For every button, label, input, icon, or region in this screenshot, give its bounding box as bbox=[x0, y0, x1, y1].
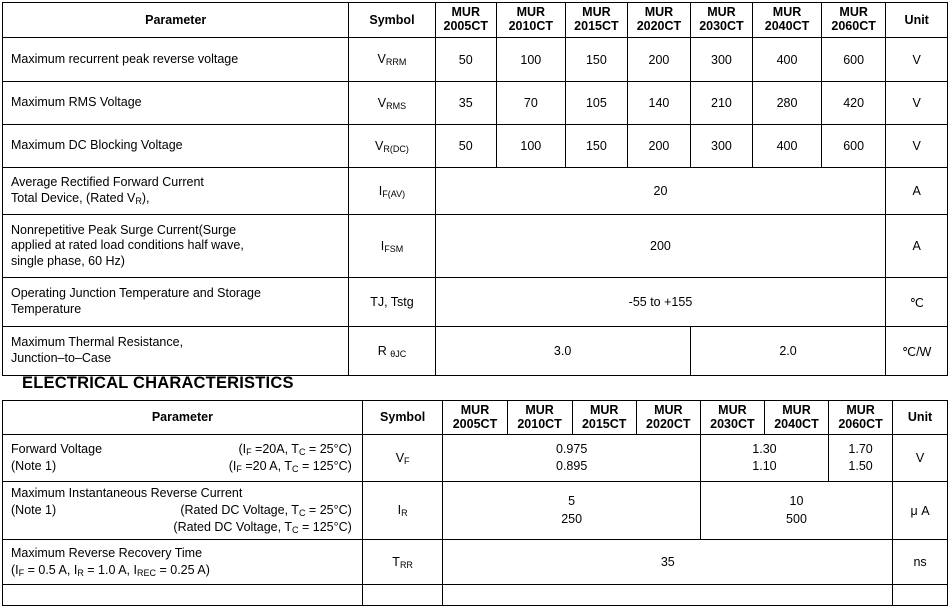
row-value-merged bbox=[443, 585, 893, 606]
row-parameter bbox=[3, 585, 363, 606]
row-value-group-a: 3.0 bbox=[435, 327, 690, 376]
row-value-group-a: 0.975 0.895 bbox=[443, 435, 700, 482]
row-unit: A bbox=[886, 168, 948, 215]
row-unit: ℃/W bbox=[886, 327, 948, 376]
header-parameter: Parameter bbox=[3, 401, 363, 435]
row-value: 35 bbox=[435, 82, 496, 125]
row-value-merged: -55 to +155 bbox=[435, 278, 886, 327]
row-unit: V bbox=[886, 38, 948, 82]
header-device-4: MUR 2030CT bbox=[700, 401, 764, 435]
row-value-merged: 20 bbox=[435, 168, 886, 215]
row-value: 70 bbox=[497, 82, 566, 125]
header-device-3: MUR 2020CT bbox=[628, 3, 691, 38]
row-symbol: $V_F$ bbox=[362, 435, 443, 482]
table-row bbox=[3, 82, 948, 125]
row-parameter: Forward Voltage ($I_F =20A$, $T_C = 25^\circ C$) (Note 1) ($I_F =20$ A, $T_C = 125^\circ C$) bbox=[3, 435, 363, 482]
row-value-merged: 200 bbox=[435, 215, 886, 278]
row-symbol: $T_{RR}$ bbox=[362, 540, 443, 585]
header-unit: Unit bbox=[893, 401, 948, 435]
electrical-characteristics-table bbox=[2, 400, 948, 606]
row-symbol: $V_{R(DC)}$ bbox=[349, 125, 435, 168]
row-value-group-b: 1.30 1.10 bbox=[700, 435, 828, 482]
row-value: 100 bbox=[497, 125, 566, 168]
row-symbol: $I_R$ bbox=[362, 482, 443, 540]
table-row bbox=[3, 125, 948, 168]
maximum-ratings-table bbox=[2, 2, 948, 376]
row-symbol: R $_{\theta JC}$ bbox=[349, 327, 435, 376]
table-row bbox=[3, 215, 948, 278]
row-symbol: $V_{RRM}$ bbox=[349, 38, 435, 82]
header-device-4: MUR 2030CT bbox=[690, 3, 753, 38]
row-value-group-b: 10 500 bbox=[700, 482, 892, 540]
table-row bbox=[3, 278, 948, 327]
row-parameter: Maximum DC Blocking Voltage bbox=[3, 125, 349, 168]
header-device-0: MUR 2005CT bbox=[435, 3, 496, 38]
row-value: 200 bbox=[628, 125, 691, 168]
electrical-characteristics-title: ELECTRICAL CHARACTERISTICS bbox=[22, 374, 294, 392]
table-row bbox=[3, 482, 948, 540]
row-value-group-c: 1.70 1.50 bbox=[829, 435, 893, 482]
row-parameter: Nonrepetitive Peak Surge Current(Surge applied at rated load conditions half wave, single phase, 60 Hz) bbox=[3, 215, 349, 278]
row-value-group-a: 5 250 bbox=[443, 482, 700, 540]
row-unit: μ A bbox=[893, 482, 948, 540]
row-parameter: Maximum Instantaneous Reverse Current (Note 1) (Rated DC Voltage, $T_C = 25^\circ C$) (Rated DC Voltage, $T_C = 125^\circ C$) bbox=[3, 482, 363, 540]
table-row bbox=[3, 168, 948, 215]
row-parameter: Average Rectified Forward Current Total Device, (Rated $V_R$), bbox=[3, 168, 349, 215]
table-row bbox=[3, 540, 948, 585]
header-device-2: MUR 2015CT bbox=[572, 401, 636, 435]
row-unit: V bbox=[886, 125, 948, 168]
row-value-merged: 35 bbox=[443, 540, 893, 585]
row-value: 420 bbox=[821, 82, 886, 125]
header-device-6: MUR 2060CT bbox=[829, 401, 893, 435]
table-row-partial bbox=[3, 585, 948, 606]
table-header-row bbox=[3, 401, 948, 435]
row-symbol: $I_{F(AV)}$ bbox=[349, 168, 435, 215]
row-value: 400 bbox=[753, 125, 822, 168]
row-unit: A bbox=[886, 215, 948, 278]
row-value: 150 bbox=[565, 125, 628, 168]
header-symbol: Symbol bbox=[349, 3, 435, 38]
table-row bbox=[3, 327, 948, 376]
header-device-5: MUR 2040CT bbox=[753, 3, 822, 38]
row-value: 140 bbox=[628, 82, 691, 125]
row-value: 50 bbox=[435, 38, 496, 82]
row-unit: V bbox=[893, 435, 948, 482]
row-value: 210 bbox=[690, 82, 753, 125]
table-row bbox=[3, 435, 948, 482]
row-unit: ℃ bbox=[886, 278, 948, 327]
row-value: 150 bbox=[565, 38, 628, 82]
header-device-2: MUR 2015CT bbox=[565, 3, 628, 38]
row-value: 300 bbox=[690, 38, 753, 82]
header-device-3: MUR 2020CT bbox=[636, 401, 700, 435]
row-parameter: Maximum recurrent peak reverse voltage bbox=[3, 38, 349, 82]
row-value: 280 bbox=[753, 82, 822, 125]
header-device-1: MUR 2010CT bbox=[497, 3, 566, 38]
row-parameter: Maximum RMS Voltage bbox=[3, 82, 349, 125]
row-symbol: $V_{RMS}$ bbox=[349, 82, 435, 125]
row-parameter: Operating Junction Temperature and Storage Temperature bbox=[3, 278, 349, 327]
row-value: 600 bbox=[821, 38, 886, 82]
table-header-row bbox=[3, 3, 948, 38]
row-symbol: TJ, Tstg bbox=[349, 278, 435, 327]
row-parameter: Maximum Reverse Recovery Time ($I_F = 0.5$ A, $I_R = 1.0$ A, $I_{REC} = 0.25$ A) bbox=[3, 540, 363, 585]
table-row bbox=[3, 38, 948, 82]
row-unit bbox=[893, 585, 948, 606]
row-symbol bbox=[362, 585, 443, 606]
header-device-0: MUR 2005CT bbox=[443, 401, 507, 435]
row-parameter: Maximum Thermal Resistance, Junction–to–Case bbox=[3, 327, 349, 376]
row-unit: V bbox=[886, 82, 948, 125]
row-value-group-b: 2.0 bbox=[690, 327, 886, 376]
row-value: 50 bbox=[435, 125, 496, 168]
row-value: 105 bbox=[565, 82, 628, 125]
row-value: 400 bbox=[753, 38, 822, 82]
header-device-5: MUR 2040CT bbox=[764, 401, 828, 435]
header-unit: Unit bbox=[886, 3, 948, 38]
row-value: 200 bbox=[628, 38, 691, 82]
row-symbol: $I_{FSM}$ bbox=[349, 215, 435, 278]
header-device-6: MUR 2060CT bbox=[821, 3, 886, 38]
row-value: 100 bbox=[497, 38, 566, 82]
row-value: 600 bbox=[821, 125, 886, 168]
row-value: 300 bbox=[690, 125, 753, 168]
row-unit: ns bbox=[893, 540, 948, 585]
header-parameter: Parameter bbox=[3, 3, 349, 38]
header-symbol: Symbol bbox=[362, 401, 443, 435]
header-device-1: MUR 2010CT bbox=[507, 401, 572, 435]
